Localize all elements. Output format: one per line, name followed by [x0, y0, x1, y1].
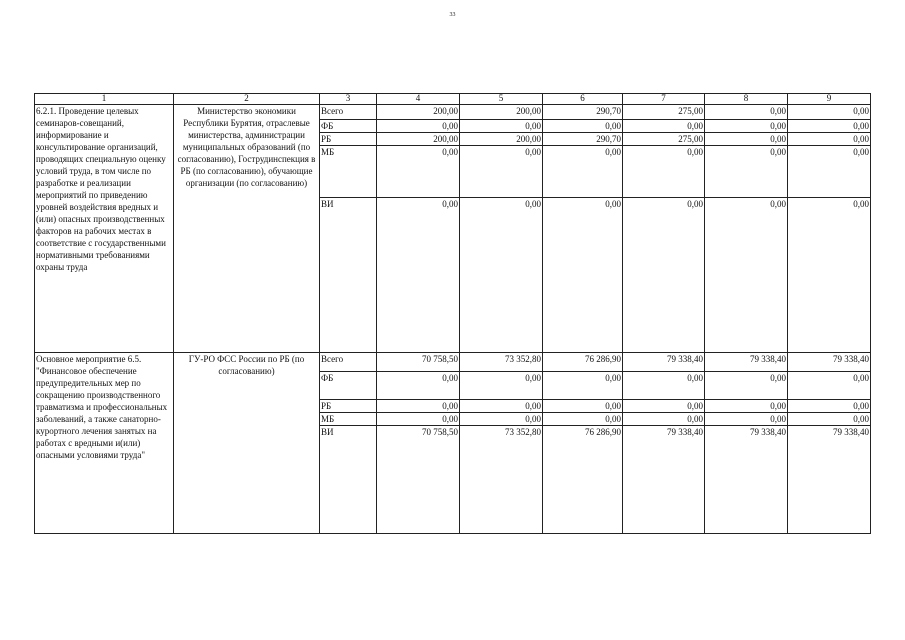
source-cell: Всего: [320, 105, 377, 120]
source-cell: РБ: [320, 133, 377, 146]
value-cell: 0,00: [377, 120, 460, 133]
source-cell: МБ: [320, 413, 377, 426]
column-header: 7: [623, 94, 705, 105]
value-cell: 79 338,40: [623, 426, 705, 534]
value-cell: 0,00: [623, 198, 705, 353]
value-cell: 79 338,40: [788, 426, 871, 534]
value-cell: 200,00: [460, 133, 543, 146]
value-cell: 0,00: [705, 198, 788, 353]
value-cell: 200,00: [460, 105, 543, 120]
table-row: [35, 353, 871, 372]
column-header: 1: [35, 94, 174, 105]
source-cell: ВИ: [320, 426, 377, 534]
value-cell: 0,00: [543, 372, 623, 400]
column-header: 2: [174, 94, 320, 105]
source-cell: ФБ: [320, 372, 377, 400]
value-cell: 79 338,40: [623, 353, 705, 372]
value-cell: 70 758,50: [377, 426, 460, 534]
value-cell: 0,00: [705, 400, 788, 413]
value-cell: 290,70: [543, 133, 623, 146]
source-cell: ВИ: [320, 198, 377, 353]
value-cell: 0,00: [788, 133, 871, 146]
value-cell: 0,00: [460, 413, 543, 426]
value-cell: 0,00: [623, 372, 705, 400]
activity-cell: Основное мероприятие 6.5. "Финансовое обеспечение предупредительных мер по сокращению производственного травматизма и профессиональных заболеваний, а также санаторно-курортного лечения занятых на работах с вредными и(или) опасными условиями труда": [35, 353, 174, 534]
value-cell: 0,00: [543, 146, 623, 198]
value-cell: 0,00: [377, 413, 460, 426]
value-cell: 0,00: [705, 372, 788, 400]
value-cell: 79 338,40: [705, 426, 788, 534]
value-cell: 0,00: [460, 372, 543, 400]
column-header: 8: [705, 94, 788, 105]
column-header: 9: [788, 94, 871, 105]
value-cell: 0,00: [543, 198, 623, 353]
source-cell: Всего: [320, 353, 377, 372]
value-cell: 0,00: [543, 120, 623, 133]
value-cell: 0,00: [377, 198, 460, 353]
source-cell: МБ: [320, 146, 377, 198]
value-cell: 76 286,90: [543, 426, 623, 534]
value-cell: 0,00: [460, 198, 543, 353]
column-header: 3: [320, 94, 377, 105]
value-cell: 0,00: [705, 120, 788, 133]
value-cell: 0,00: [623, 120, 705, 133]
column-number-row: [35, 94, 871, 105]
value-cell: 200,00: [377, 133, 460, 146]
value-cell: 0,00: [543, 413, 623, 426]
executor-cell: ГУ-РО ФСС России по РБ (по согласованию): [174, 353, 320, 534]
value-cell: 73 352,80: [460, 426, 543, 534]
value-cell: 275,00: [623, 133, 705, 146]
value-cell: 73 352,80: [460, 353, 543, 372]
value-cell: 76 286,90: [543, 353, 623, 372]
budget-table: [34, 93, 871, 534]
value-cell: 290,70: [543, 105, 623, 120]
value-cell: 0,00: [705, 105, 788, 120]
table-row: [35, 105, 871, 120]
value-cell: 0,00: [460, 400, 543, 413]
value-cell: 0,00: [788, 105, 871, 120]
value-cell: 0,00: [788, 120, 871, 133]
value-cell: 0,00: [788, 372, 871, 400]
source-cell: ФБ: [320, 120, 377, 133]
value-cell: 0,00: [460, 120, 543, 133]
value-cell: 0,00: [788, 198, 871, 353]
value-cell: 0,00: [377, 400, 460, 413]
value-cell: 79 338,40: [705, 353, 788, 372]
value-cell: 79 338,40: [788, 353, 871, 372]
value-cell: 200,00: [377, 105, 460, 120]
page-number: 33: [449, 12, 456, 18]
value-cell: 275,00: [623, 105, 705, 120]
column-header: 4: [377, 94, 460, 105]
value-cell: 0,00: [788, 400, 871, 413]
value-cell: 0,00: [623, 400, 705, 413]
column-header: 6: [543, 94, 623, 105]
value-cell: 0,00: [543, 400, 623, 413]
value-cell: 0,00: [788, 413, 871, 426]
value-cell: 0,00: [788, 146, 871, 198]
value-cell: 0,00: [705, 146, 788, 198]
value-cell: 0,00: [705, 133, 788, 146]
value-cell: 70 758,50: [377, 353, 460, 372]
activity-cell: 6.2.1. Проведение целевых семинаров-совещаний, информирование и консультирование организаций, проводящих специальную оценку условий труда, в том числе по разработке и реализации мероприятий по приведению уровней воздействия вредных и (или) опасных производственных факторов на рабочих местах в соответствие с государственными нормативными требованиями охраны труда: [35, 105, 174, 353]
value-cell: 0,00: [377, 146, 460, 198]
value-cell: 0,00: [623, 146, 705, 198]
column-header: 5: [460, 94, 543, 105]
value-cell: 0,00: [705, 413, 788, 426]
value-cell: 0,00: [623, 413, 705, 426]
source-cell: РБ: [320, 400, 377, 413]
value-cell: 0,00: [377, 372, 460, 400]
value-cell: 0,00: [460, 146, 543, 198]
executor-cell: Министерство экономики Республики Бурятия, отраслевые министерства, администрации муниципальных образований (по согласованию), Гострудинспекция в РБ (по согласованию), обучающие организации (по согласованию): [174, 105, 320, 353]
